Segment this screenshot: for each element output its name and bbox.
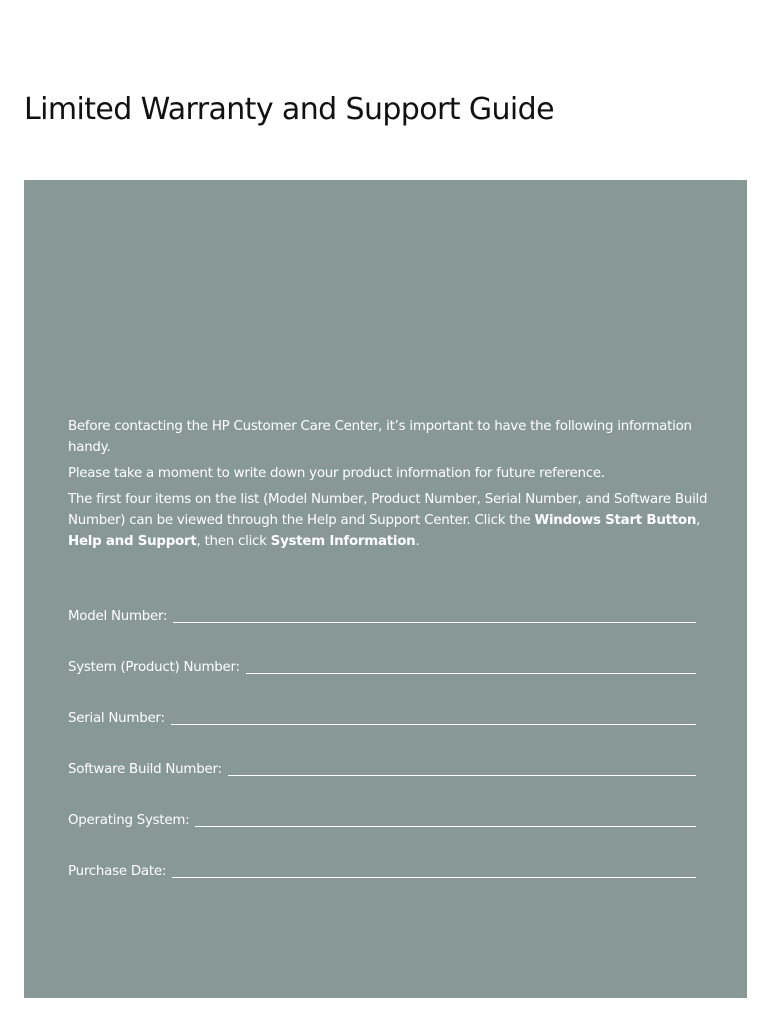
field-software-build-number [68,755,696,779]
field-label: Serial Number: [68,711,165,726]
field-purchase-date [68,857,696,881]
field-label: Model Number: [68,609,168,624]
separator-text: , [696,513,701,528]
field-serial-number [68,704,696,728]
windows-start-button-label: Windows Start Button [534,513,697,528]
field-operating-system [68,806,696,830]
intro-paragraph-3 [68,489,708,552]
period-text: . [415,534,420,549]
intro-text [68,416,708,557]
intro-paragraph-2: Please take a moment to write down your product information for future reference. [68,466,605,481]
fill-in-line[interactable] [173,621,696,623]
fill-in-line[interactable] [228,774,696,776]
help-and-support-label: Help and Support [68,534,197,549]
intro-paragraph-3-text: The first four items on the list (Model Number, Product Number, Serial Number, and Software Build Number) can be viewed through the Help and Support Center. Click the [68,492,708,528]
intro-paragraph-1: Before contacting the HP Customer Care Center, it’s important to have the following information handy. [68,419,692,455]
field-label: Purchase Date: [68,864,167,879]
then-click-text: , then click [196,534,271,549]
system-information-label: System Information [270,534,416,549]
fill-in-line[interactable] [172,876,696,878]
field-model-number [68,602,696,626]
field-label: Operating System: [68,813,190,828]
page-title: Limited Warranty and Support Guide [24,92,554,127]
fill-in-line[interactable] [171,723,696,725]
field-system-product-number [68,653,696,677]
product-info-panel [24,180,747,998]
fill-in-line[interactable] [246,672,696,674]
field-label: System (Product) Number: [68,660,240,675]
field-label: Software Build Number: [68,762,222,777]
fill-in-line[interactable] [195,825,696,827]
product-info-form [68,602,696,908]
